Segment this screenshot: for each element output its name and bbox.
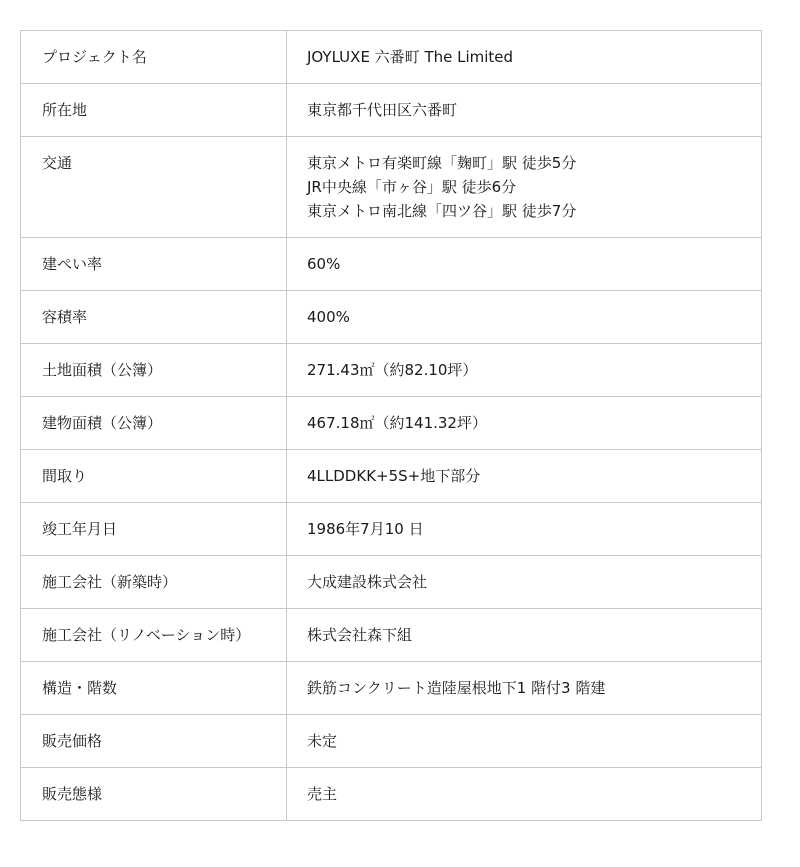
- row-value-line: 東京メトロ南北線「四ツ谷」駅 徒歩7分: [307, 202, 577, 220]
- row-value: [287, 291, 762, 344]
- table-row: [21, 238, 762, 291]
- table-row: [21, 768, 762, 821]
- row-label: 容積率: [21, 291, 287, 344]
- row-label: 交通: [21, 137, 287, 238]
- row-value: [287, 715, 762, 768]
- table-row: [21, 291, 762, 344]
- table-row: [21, 84, 762, 137]
- row-label: 土地面積（公簿）: [21, 344, 287, 397]
- table-row: [21, 31, 762, 84]
- row-value-line: 株式会社森下組: [307, 626, 413, 644]
- table-row: [21, 450, 762, 503]
- row-value: [287, 238, 762, 291]
- row-label: 竣工年月日: [21, 503, 287, 556]
- row-value-line: 1986年7月10 日: [307, 520, 424, 538]
- row-value-line: 400%: [307, 308, 350, 326]
- row-label: 施工会社（リノベーション時）: [21, 609, 287, 662]
- row-value: [287, 84, 762, 137]
- row-value-line: 大成建設株式会社: [307, 573, 428, 591]
- row-value: [287, 397, 762, 450]
- row-value-line: 271.43㎡（約82.10坪）: [307, 361, 478, 379]
- row-value: [287, 137, 762, 238]
- row-label: 所在地: [21, 84, 287, 137]
- property-spec-table: [20, 30, 762, 821]
- table-row: [21, 662, 762, 715]
- row-value-line: 60%: [307, 255, 341, 273]
- table-row: [21, 397, 762, 450]
- row-value-line: 467.18㎡（約141.32坪）: [307, 414, 487, 432]
- row-value: [287, 609, 762, 662]
- row-value: [287, 768, 762, 821]
- table-row: [21, 609, 762, 662]
- row-label: 建物面積（公簿）: [21, 397, 287, 450]
- row-value-line: JOYLUXE 六番町 The Limited: [307, 48, 514, 66]
- row-value-line: 鉄筋コンクリート造陸屋根地下1 階付3 階建: [307, 679, 606, 697]
- row-value: [287, 31, 762, 84]
- row-value: [287, 662, 762, 715]
- table-row: [21, 715, 762, 768]
- row-value: [287, 344, 762, 397]
- row-value: [287, 556, 762, 609]
- table-row: [21, 503, 762, 556]
- spec-table-body: [21, 31, 762, 821]
- row-label: 間取り: [21, 450, 287, 503]
- row-value: [287, 450, 762, 503]
- table-row: [21, 137, 762, 238]
- row-label: 建ぺい率: [21, 238, 287, 291]
- row-label: 販売価格: [21, 715, 287, 768]
- row-value: [287, 503, 762, 556]
- row-label: 施工会社（新築時）: [21, 556, 287, 609]
- row-value-line: 4LLDDKK+5S+地下部分: [307, 467, 481, 485]
- row-value-line: JR中央線「市ヶ谷」駅 徒歩6分: [307, 178, 517, 196]
- row-label: 構造・階数: [21, 662, 287, 715]
- row-value-line: 東京都千代田区六番町: [307, 101, 458, 119]
- row-label: 販売態様: [21, 768, 287, 821]
- table-row: [21, 556, 762, 609]
- table-row: [21, 344, 762, 397]
- row-value-line: 売主: [307, 785, 338, 803]
- row-label: プロジェクト名: [21, 31, 287, 84]
- row-value-line: 未定: [307, 732, 338, 750]
- row-value-line: 東京メトロ有楽町線「麹町」駅 徒歩5分: [307, 154, 577, 172]
